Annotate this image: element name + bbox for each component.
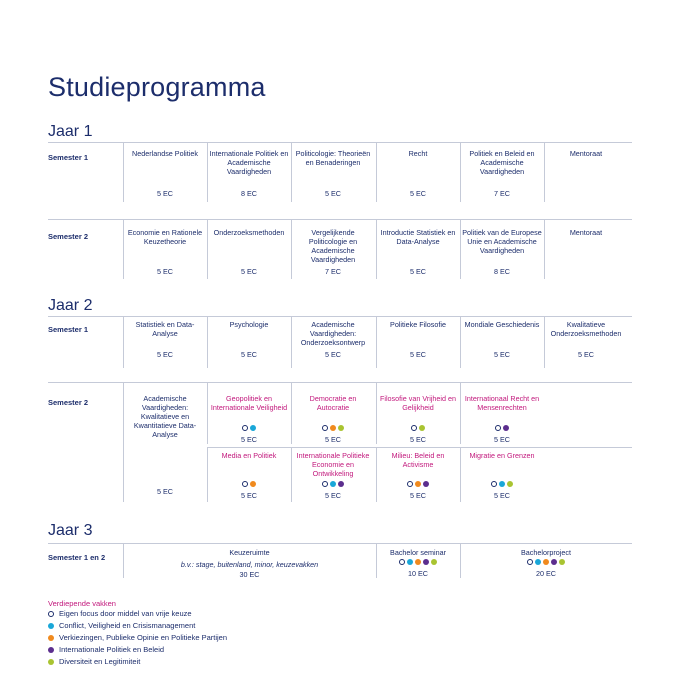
legend-title: Verdiepende vakken [48,599,116,608]
specialization-dots [209,481,289,487]
course-ec: 10 EC [408,569,428,578]
column-divider [291,447,292,502]
course-ec: 5 EC [325,189,341,198]
column-divider [544,316,545,368]
course-ec: 5 EC [494,491,510,500]
elective-course-name: Milieu: Beleid en Activisme [391,451,445,469]
orange-dot-icon [415,559,421,565]
cyan-dot-icon [407,559,413,565]
column-divider [207,142,208,202]
course-name: Recht [408,149,428,158]
semester-label: Semester 1 en 2 [48,553,106,562]
year-heading: Jaar 3 [48,522,93,539]
green-dot-icon [507,481,513,487]
course-name: Bachelor seminar [390,548,446,557]
course-ec: 5 EC [241,350,257,359]
elective-course-name: Migratie en Grenzen [469,451,535,460]
open-dot-icon [495,425,501,431]
specialization-dots [293,425,373,431]
column-divider [207,382,208,444]
open-dot-icon [322,425,328,431]
legend-label: Internationale Politiek en Beleid [59,645,165,654]
column-divider [460,382,461,444]
page-title: Studieprogramma [48,72,266,102]
orange-dot-icon [250,481,256,487]
course-name: Kwalitatieve Onderzoeksmethoden [550,320,622,338]
elective-course-name: Filosofie van Vrijheid en Gelijkheid [379,394,457,412]
course-ec: 5 EC [410,491,426,500]
column-divider [123,382,124,502]
open-dot-icon [527,559,533,565]
purple-dot-icon [551,559,557,565]
course-name: Psychologie [229,320,269,329]
column-divider [376,543,377,578]
cyan-dot-icon [330,481,336,487]
course-ec: 5 EC [494,350,510,359]
elective-course-name: Internationaal Recht en Mensenrechten [464,394,540,412]
legend-item [48,609,192,618]
course-ec: 5 EC [410,350,426,359]
course-name: Politicologie: Theorieën en Benaderingen [295,149,371,167]
year-heading: Jaar 1 [48,123,93,140]
legend-label: Eigen focus door middel van vrije keuze [59,609,192,618]
course-name: Politiek van de Europese Unie en Academische Vaardigheden [462,228,542,255]
green-dot-icon [559,559,565,565]
course-ec: 5 EC [410,435,426,444]
course-ec: 5 EC [325,350,341,359]
specialization-dots [462,481,542,487]
course-name: Economie en Rationele Keuzetheorie [127,228,203,246]
column-divider [460,447,461,502]
course-name: Statistiek en Data-Analyse [135,320,195,338]
specialization-dots [462,559,630,565]
orange-dot-icon [415,481,421,487]
purple-dot-icon [423,559,429,565]
column-divider [123,316,124,368]
semester-label: Semester 1 [48,325,89,334]
purple-dot-icon [338,481,344,487]
row-divider [48,382,632,383]
course-ec: 8 EC [494,267,510,276]
course-ec: 5 EC [410,267,426,276]
column-divider [291,382,292,444]
course-ec: 5 EC [157,267,173,276]
course-name: Vergelijkende Politicologie en Academische Vaardigheden [308,228,358,264]
year-divider [48,543,632,544]
legend-item [48,657,140,666]
column-divider [460,316,461,368]
cyan-dot-icon [499,481,505,487]
column-divider [460,219,461,279]
legend-label: Conflict, Veiligheid en Crisismanagement [59,621,196,630]
column-divider [207,316,208,368]
course-ec: 5 EC [157,189,173,198]
course-name: Academische Vaardigheden: Onderzoeksontwerp [300,320,366,347]
course-note: b.v.: stage, buitenland, minor, keuzevakken [180,560,319,569]
elective-course-name: Media en Politiek [221,451,277,460]
elective-course-name: Geopolitiek en Internationale Veiligheid [210,394,288,412]
specialization-dots [209,425,289,431]
column-divider [544,219,545,279]
orange-dot-icon [330,425,336,431]
course-ec: 5 EC [157,350,173,359]
legend-item [48,621,195,630]
legend-label: Diversiteit en Legitimiteit [59,657,141,666]
open-dot-icon [48,611,54,617]
legend-item [48,633,227,642]
column-divider [291,219,292,279]
course-name: Mentoraat [569,149,603,158]
column-divider [123,142,124,202]
course-ec: 5 EC [410,189,426,198]
course-name: Internationale Politiek en Academische Vaardigheden [209,149,289,176]
column-divider [376,447,377,502]
column-divider [291,316,292,368]
column-divider [123,219,124,279]
legend-item [48,645,164,654]
column-divider [291,142,292,202]
purple-dot-icon [503,425,509,431]
row-divider [207,447,632,448]
course-ec: 5 EC [578,350,594,359]
course-ec: 5 EC [241,435,257,444]
course-ec: 8 EC [241,189,257,198]
course-ec: 5 EC [494,435,510,444]
course-name: Nederlandse Politiek [132,149,198,158]
column-divider [123,543,124,578]
column-divider [376,316,377,368]
purple-dot-icon [48,647,54,653]
course-name: Politieke Filosofie [390,320,446,329]
course-ec: 5 EC [325,491,341,500]
cyan-dot-icon [48,623,54,629]
open-dot-icon [399,559,405,565]
specialization-dots [378,559,458,565]
column-divider [376,219,377,279]
column-divider [376,142,377,202]
cyan-dot-icon [250,425,256,431]
specialization-dots [293,481,373,487]
column-divider [376,382,377,444]
year-heading: Jaar 2 [48,297,93,314]
course-name: Introductie Statistiek en Data-Analyse [380,228,456,246]
semester-label: Semester 2 [48,398,89,407]
course-ec: 5 EC [157,487,173,496]
elective-course-name: Internationale Politieke Economie en Ontwikkeling [296,451,370,478]
orange-dot-icon [543,559,549,565]
course-ec: 30 EC [239,570,260,579]
course-ec: 5 EC [241,491,257,500]
course-ec: 7 EC [325,267,341,276]
green-dot-icon [431,559,437,565]
column-divider [460,543,461,578]
specialization-dots [462,425,542,431]
column-divider [207,219,208,279]
orange-dot-icon [48,635,54,641]
purple-dot-icon [423,481,429,487]
course-ec: 20 EC [536,569,556,578]
legend-label: Verkiezingen, Publieke Opinie en Politieke Partijen [59,633,228,642]
course-name: Politiek en Beleid en Academische Vaardigheden [469,149,535,176]
column-divider [460,142,461,202]
open-dot-icon [242,425,248,431]
course-name: Mentoraat [569,228,603,237]
open-dot-icon [407,481,413,487]
column-divider [544,142,545,202]
course-name: Bachelorproject [521,548,571,557]
specialization-dots [378,425,458,431]
course-name: Onderzoeksmethoden [213,228,285,237]
semester-label: Semester 2 [48,232,89,241]
course-ec: 7 EC [494,189,510,198]
green-dot-icon [338,425,344,431]
course-name: Keuzeruimte [229,548,270,557]
elective-course-name: Democratie en Autocratie [309,394,357,412]
column-divider [207,447,208,502]
semester-label: Semester 1 [48,153,89,162]
open-dot-icon [491,481,497,487]
open-dot-icon [411,425,417,431]
course-name: Mondiale Geschiedenis [464,320,540,329]
green-dot-icon [48,659,54,665]
open-dot-icon [322,481,328,487]
specialization-dots [378,481,458,487]
course-ec: 5 EC [325,435,341,444]
course-ec: 5 EC [241,267,257,276]
open-dot-icon [242,481,248,487]
cyan-dot-icon [535,559,541,565]
course-name: Academische Vaardigheden: Kwalitatieve en Kwantitatieve Data-Analyse [133,394,197,439]
green-dot-icon [419,425,425,431]
